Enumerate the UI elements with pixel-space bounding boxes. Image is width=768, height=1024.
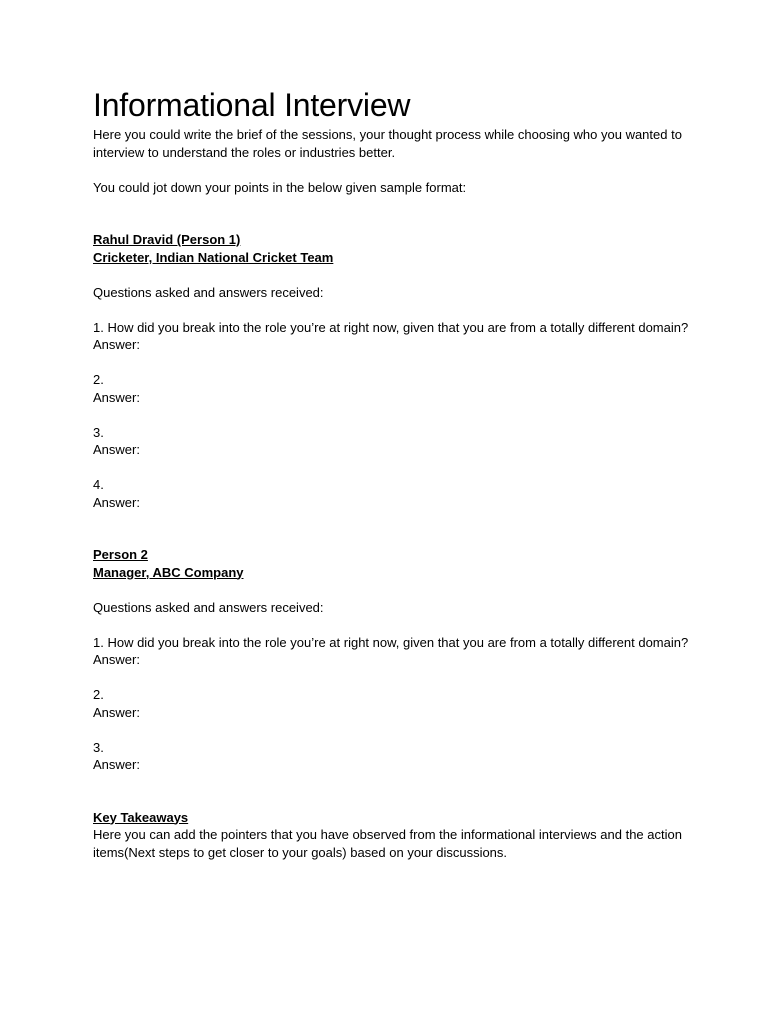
answer-label: Answer: xyxy=(93,337,140,352)
question-text: 3. xyxy=(93,739,104,755)
person1-role: Cricketer, Indian National Cricket Team xyxy=(93,249,334,265)
question-text: 1. How did you break into the role you’re at right now, given that you are from a totally different domain? xyxy=(93,634,689,650)
answer-label: Answer: xyxy=(93,442,140,457)
question-text: 2. xyxy=(93,372,104,387)
answer-label: Answer: xyxy=(93,652,140,667)
takeaways-text: Here you can add the pointers that you have observed from the informational interviews and the action items(Next steps to get closer to your goals) based on your discussions. xyxy=(93,827,682,860)
document-page xyxy=(93,86,693,861)
intro-paragraph: Here you could write the brief of the sessions, your thought process while choosing who you wanted to interview to understand the roles or industries better. xyxy=(93,127,682,160)
takeaways-heading: Key Takeaways xyxy=(93,809,189,825)
document-title: Informational Interview xyxy=(93,87,411,123)
person2-role: Manager, ABC Company xyxy=(93,564,244,580)
person2-qa-heading: Questions asked and answers received: xyxy=(93,599,324,615)
answer-label: Answer: xyxy=(93,389,140,405)
takeaways-section xyxy=(93,809,693,862)
person1-name: Rahul Dravid (Person 1) xyxy=(93,232,241,247)
question-text: 1. How did you break into the role you’re at right now, given that you are from a totally different domain? xyxy=(93,319,689,335)
question-text: 3. xyxy=(93,424,104,440)
person2-name: Person 2 xyxy=(93,547,148,562)
person2-section xyxy=(93,546,693,774)
question-text: 4. xyxy=(93,477,104,492)
answer-label: Answer: xyxy=(93,704,140,720)
format-note: You could jot down your points in the below given sample format: xyxy=(93,179,467,195)
question-text: 2. xyxy=(93,687,104,702)
answer-label: Answer: xyxy=(93,757,140,772)
person1-qa-heading: Questions asked and answers received: xyxy=(93,284,324,300)
person1-section xyxy=(93,231,693,511)
answer-label: Answer: xyxy=(93,494,140,510)
